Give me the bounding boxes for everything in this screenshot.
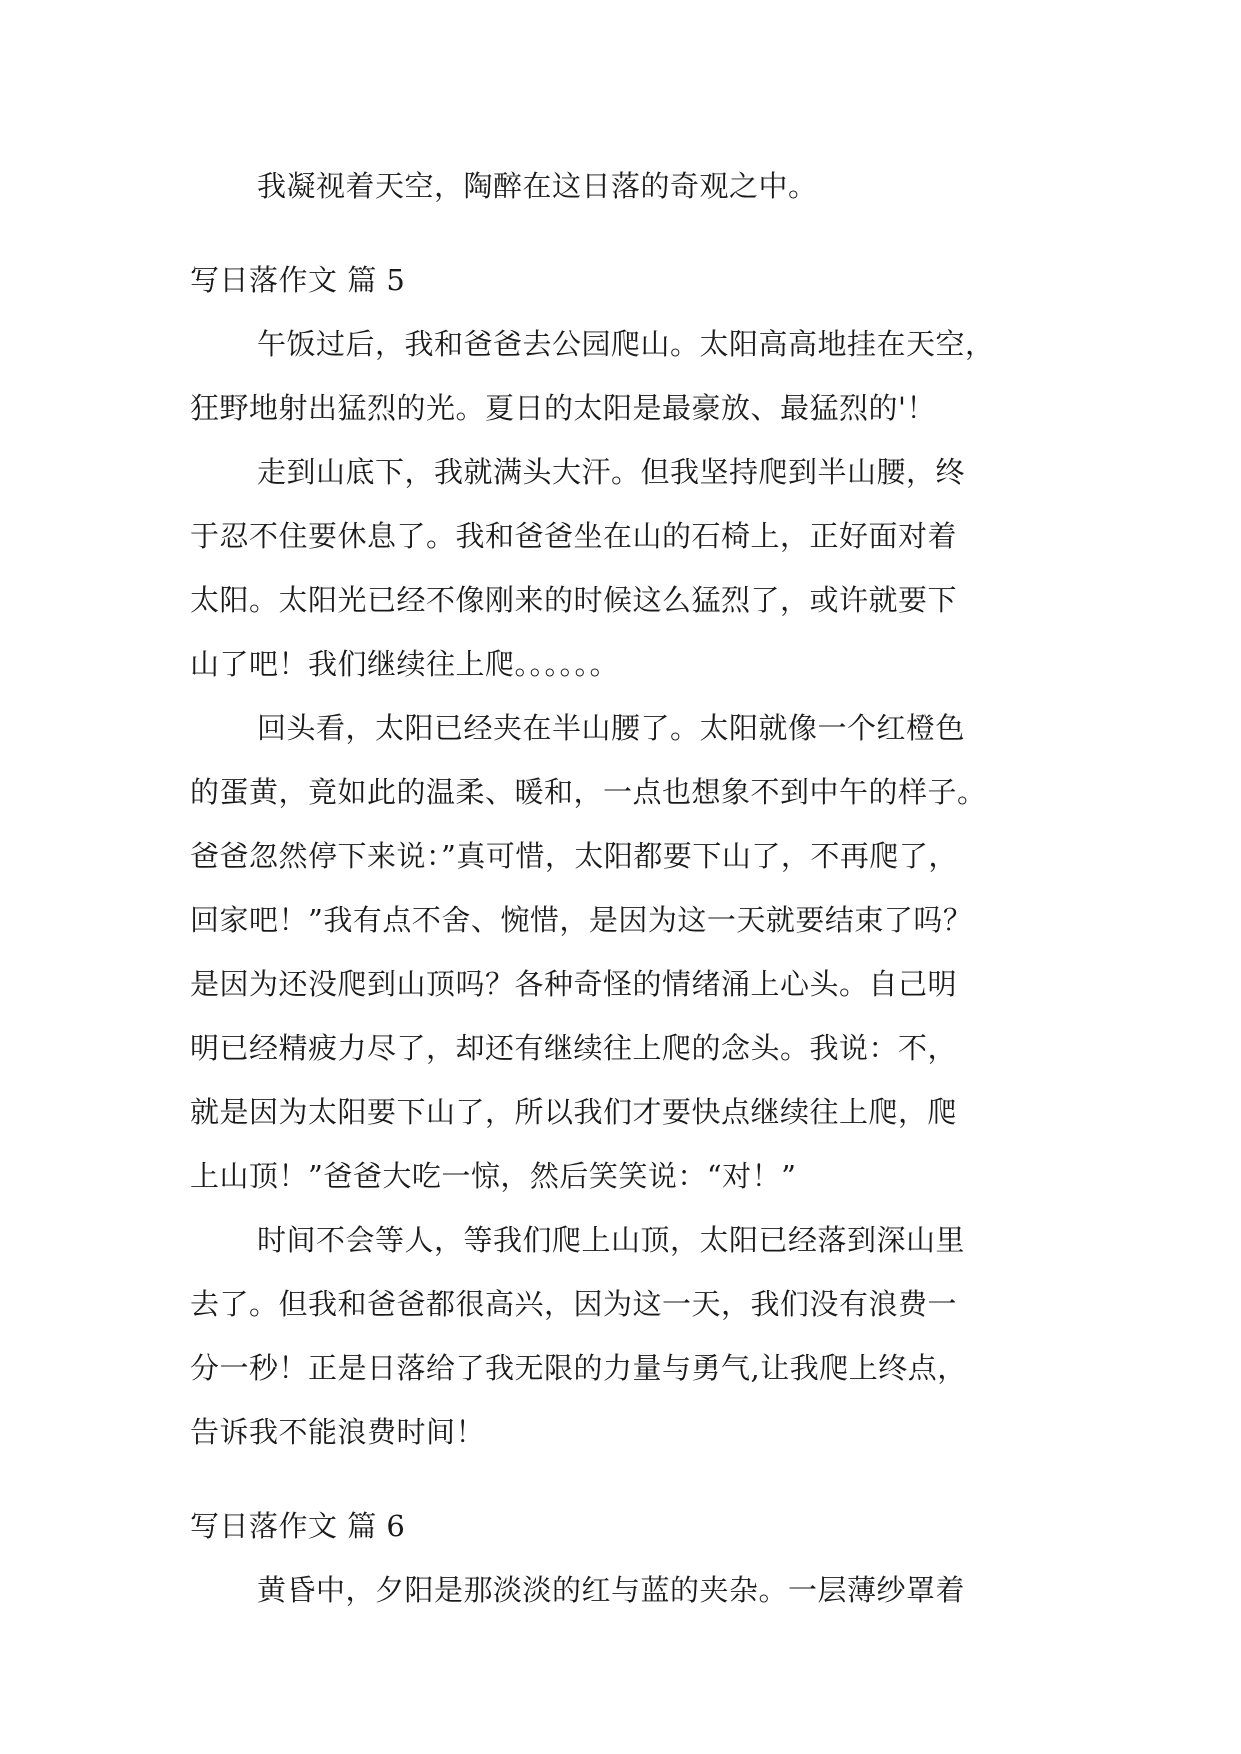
paragraph-line: 太阳。太阳光已经不像刚来的时候这么猛烈了，或许就要下 (190, 583, 958, 617)
paragraph-line: 回头看，太阳已经夹在半山腰了。太阳就像一个红橙色 (257, 711, 966, 745)
paragraph-line: 告诉我不能浪费时间！ (190, 1415, 486, 1449)
paragraph-line: 时间不会等人，等我们爬上山顶，太阳已经落到深山里 (257, 1223, 966, 1257)
paragraph-line: 的蛋黄，竟如此的温柔、暖和，一点也想象不到中午的样子。 (190, 775, 987, 809)
paragraph-line: 我凝视着天空，陶醉在这日落的奇观之中。 (257, 169, 818, 203)
paragraph-line: 山了吧！我们继续往上爬。。。。。。 (190, 647, 620, 681)
paragraph-line: 是因为还没爬到山顶吗？各种奇怪的情绪涌上心头。自己明 (190, 967, 958, 1001)
paragraph-line: 爸爸忽然停下来说：”真可惜，太阳都要下山了，不再爬了， (190, 839, 958, 873)
paragraph-line: 上山顶！”爸爸大吃一惊，然后笑笑说：“对！” (190, 1159, 797, 1193)
paragraph-line: 走到山底下，我就满头大汗。但我坚持爬到半山腰，终 (257, 455, 966, 489)
section-heading: 写日落作文 篇 5 (190, 263, 406, 297)
paragraph-line: 明已经精疲力尽了，却还有继续往上爬的念头。我说：不， (190, 1031, 958, 1065)
paragraph-line: 回家吧！”我有点不舍、惋惜，是因为这一天就要结束了吗？ (190, 903, 973, 937)
paragraph-line: 狂野地射出猛烈的光。夏日的太阳是最豪放、最猛烈的'！ (190, 391, 936, 425)
paragraph-line: 午饭过后，我和爸爸去公园爬山。太阳高高地挂在天空， (257, 327, 995, 361)
paragraph-line: 黄昏中，夕阳是那淡淡的红与蓝的夹杂。一层薄纱罩着 (257, 1573, 966, 1607)
section-heading: 写日落作文 篇 6 (190, 1509, 406, 1543)
paragraph-line: 于忍不住要休息了。我和爸爸坐在山的石椅上，正好面对着 (190, 519, 958, 553)
paragraph-line: 分一秒！正是日落给了我无限的力量与勇气,让我爬上终点， (190, 1351, 967, 1385)
paragraph-line: 就是因为太阳要下山了，所以我们才要快点继续往上爬，爬 (190, 1095, 958, 1129)
paragraph-line: 去了。但我和爸爸都很高兴，因为这一天，我们没有浪费一 (190, 1287, 958, 1321)
